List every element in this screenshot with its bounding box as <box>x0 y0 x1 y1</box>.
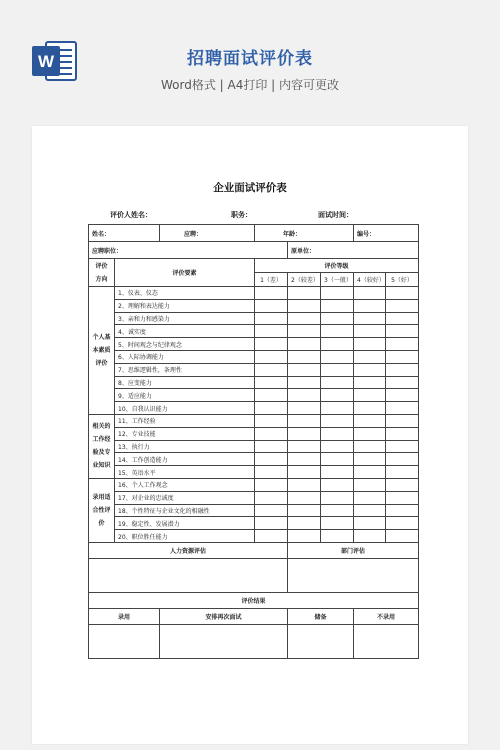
score-cell[interactable] <box>288 325 321 338</box>
name-label: 姓名： <box>89 225 160 242</box>
factor-item: 18、个性特征与企业文化的相融性 <box>115 504 255 517</box>
interview-time-label: 面试时间： <box>318 211 353 219</box>
table-row <box>89 478 419 491</box>
score-cell[interactable] <box>354 453 386 466</box>
level-5: 5（好） <box>386 273 419 287</box>
table-row <box>89 440 419 453</box>
level-3: 3（一般） <box>321 273 354 287</box>
score-cell[interactable] <box>354 402 386 415</box>
page-title: 招聘面试评价表 <box>187 49 313 69</box>
evaluation-form-table <box>88 224 419 659</box>
score-cell[interactable] <box>386 312 419 325</box>
score-cell[interactable] <box>354 440 386 453</box>
score-cell[interactable] <box>255 478 288 491</box>
score-cell[interactable] <box>386 325 419 338</box>
factor-header: 评价要素 <box>115 259 255 287</box>
factor-item: 12、专业技能 <box>115 427 255 440</box>
score-cell[interactable] <box>255 299 288 312</box>
score-cell[interactable] <box>288 517 321 530</box>
score-cell[interactable] <box>386 363 419 376</box>
result-option-reinterview: 安排再次面试 <box>160 608 288 624</box>
score-cell[interactable] <box>255 504 288 517</box>
factor-item: 15、英语水平 <box>115 466 255 479</box>
score-cell[interactable] <box>288 389 321 402</box>
factor-item: 7、思维逻辑性，条理性 <box>115 363 255 376</box>
number-label: 编号： <box>354 225 419 242</box>
factor-item: 3、亲和力和感染力 <box>115 312 255 325</box>
score-cell[interactable] <box>288 287 321 300</box>
score-cell[interactable] <box>321 402 354 415</box>
table-row <box>89 325 419 338</box>
score-cell[interactable] <box>321 376 354 389</box>
factor-item: 5、时间观念与纪律观念 <box>115 338 255 351</box>
score-cell[interactable] <box>321 350 354 363</box>
score-cell[interactable] <box>288 299 321 312</box>
score-cell[interactable] <box>386 287 419 300</box>
score-cell[interactable] <box>255 376 288 389</box>
score-cell[interactable] <box>288 376 321 389</box>
score-cell[interactable] <box>321 287 354 300</box>
table-row <box>89 414 419 427</box>
score-cell[interactable] <box>255 287 288 300</box>
position-label: 职务： <box>231 211 252 219</box>
direction-header: 评价方向 <box>89 259 115 287</box>
factor-item: 11、工作经验 <box>115 414 255 427</box>
group-label: 录用适合性评价 <box>89 478 115 542</box>
result-title-row <box>89 592 419 608</box>
factor-item: 20、职位胜任能力 <box>115 530 255 543</box>
score-cell[interactable] <box>288 338 321 351</box>
score-cell[interactable] <box>386 338 419 351</box>
score-cell[interactable] <box>288 363 321 376</box>
table-row <box>89 402 419 415</box>
score-cell[interactable] <box>288 427 321 440</box>
score-cell[interactable] <box>321 440 354 453</box>
table-row <box>89 376 419 389</box>
score-cell[interactable] <box>321 530 354 543</box>
score-cell[interactable] <box>354 478 386 491</box>
score-cell[interactable] <box>354 491 386 504</box>
score-cell[interactable] <box>386 402 419 415</box>
score-cell[interactable] <box>288 402 321 415</box>
origin-unit-label: 原单位： <box>288 242 419 259</box>
score-cell[interactable] <box>288 350 321 363</box>
result-option-hire: 录用 <box>89 608 160 624</box>
score-cell[interactable] <box>255 363 288 376</box>
result-label: 评价结果 <box>89 592 419 608</box>
score-cell[interactable] <box>255 427 288 440</box>
level-4: 4（较好） <box>354 273 386 287</box>
score-cell[interactable] <box>386 466 419 479</box>
factor-item: 1、仪表、仪态 <box>115 287 255 300</box>
page-header <box>0 0 500 125</box>
score-cell[interactable] <box>321 325 354 338</box>
score-cell[interactable] <box>386 299 419 312</box>
factor-item: 19、稳定性、发展潜力 <box>115 517 255 530</box>
table-row <box>89 491 419 504</box>
level-1: 1（差） <box>255 273 288 287</box>
score-cell[interactable] <box>354 466 386 479</box>
score-cell[interactable] <box>354 517 386 530</box>
score-cell[interactable] <box>255 325 288 338</box>
score-cell[interactable] <box>354 338 386 351</box>
score-cell[interactable] <box>255 312 288 325</box>
score-cell[interactable] <box>255 517 288 530</box>
score-cell[interactable] <box>288 312 321 325</box>
score-cell[interactable] <box>321 414 354 427</box>
table-row <box>89 389 419 402</box>
factor-item: 14、工作创造能力 <box>115 453 255 466</box>
score-cell[interactable] <box>255 389 288 402</box>
age-label: 年龄： <box>255 225 354 242</box>
group-label: 相关的工作经验及专业知识 <box>89 414 115 478</box>
result-field-reinterview[interactable] <box>160 624 288 658</box>
score-cell[interactable] <box>386 440 419 453</box>
score-cell[interactable] <box>288 440 321 453</box>
score-cell[interactable] <box>255 402 288 415</box>
score-cell[interactable] <box>386 504 419 517</box>
score-cell[interactable] <box>321 453 354 466</box>
score-cell[interactable] <box>321 338 354 351</box>
score-cell[interactable] <box>354 389 386 402</box>
table-row <box>89 466 419 479</box>
position-info-row <box>89 242 419 259</box>
score-cell[interactable] <box>288 478 321 491</box>
result-field-reject[interactable] <box>354 624 419 658</box>
score-cell[interactable] <box>354 299 386 312</box>
score-cell[interactable] <box>255 466 288 479</box>
score-cell[interactable] <box>386 376 419 389</box>
evaluation-header-row <box>89 542 419 558</box>
table-row <box>89 530 419 543</box>
factor-item: 6、人际协调能力 <box>115 350 255 363</box>
result-options-row <box>89 608 419 624</box>
table-row <box>89 517 419 530</box>
score-cell[interactable] <box>386 414 419 427</box>
score-cell[interactable] <box>321 478 354 491</box>
score-cell[interactable] <box>255 453 288 466</box>
score-cell[interactable] <box>386 530 419 543</box>
table-row <box>89 427 419 440</box>
score-cell[interactable] <box>255 338 288 351</box>
factor-item: 2、理解和表达能力 <box>115 299 255 312</box>
table-row <box>89 338 419 351</box>
hr-evaluation-label: 人力资源评估 <box>89 542 288 558</box>
factor-item: 10、自我认识能力 <box>115 402 255 415</box>
factor-item: 9、适应能力 <box>115 389 255 402</box>
level-header: 评价等级 <box>255 259 419 273</box>
score-cell[interactable] <box>354 325 386 338</box>
table-row <box>89 453 419 466</box>
score-cell[interactable] <box>288 504 321 517</box>
table-row <box>89 287 419 300</box>
score-cell[interactable] <box>386 389 419 402</box>
result-option-reject: 不录用 <box>354 608 419 624</box>
score-cell[interactable] <box>354 504 386 517</box>
score-cell[interactable] <box>354 350 386 363</box>
score-cell[interactable] <box>354 376 386 389</box>
score-cell[interactable] <box>255 350 288 363</box>
score-cell[interactable] <box>255 440 288 453</box>
result-field-hire[interactable] <box>89 624 160 658</box>
score-cell[interactable] <box>386 350 419 363</box>
score-cell[interactable] <box>255 414 288 427</box>
result-option-reserve: 储备 <box>288 608 354 624</box>
score-cell[interactable] <box>288 530 321 543</box>
score-cell[interactable] <box>386 427 419 440</box>
score-cell[interactable] <box>321 363 354 376</box>
level-2: 2（较差） <box>288 273 321 287</box>
score-cell[interactable] <box>255 530 288 543</box>
factor-item: 13、执行力 <box>115 440 255 453</box>
table-row <box>89 350 419 363</box>
dept-evaluation-field[interactable] <box>288 558 419 592</box>
document-title: 企业面试评价表 <box>213 182 287 194</box>
score-cell[interactable] <box>354 363 386 376</box>
score-cell[interactable] <box>354 427 386 440</box>
applicant-info-row <box>89 225 419 242</box>
factor-item: 4、诚实度 <box>115 325 255 338</box>
result-blank-row <box>89 624 419 658</box>
score-cell[interactable] <box>386 517 419 530</box>
factor-item: 17、对企业的忠诚度 <box>115 491 255 504</box>
score-cell[interactable] <box>321 389 354 402</box>
dept-evaluation-label: 部门评估 <box>288 542 419 558</box>
table-row <box>89 312 419 325</box>
table-row <box>89 299 419 312</box>
document-page <box>32 126 468 744</box>
score-cell[interactable] <box>321 491 354 504</box>
table-row <box>89 363 419 376</box>
applied-label: 应聘： <box>160 225 255 242</box>
factor-item: 16、个人工作观念 <box>115 478 255 491</box>
hr-evaluation-field[interactable] <box>89 558 288 592</box>
score-cell[interactable] <box>288 466 321 479</box>
score-cell[interactable] <box>386 453 419 466</box>
apply-position-label: 应聘职位： <box>89 242 288 259</box>
score-cell[interactable] <box>354 414 386 427</box>
svg-text:W: W <box>37 52 55 71</box>
evaluator-name-label: 评价人姓名： <box>110 211 152 219</box>
score-cell[interactable] <box>321 504 354 517</box>
evaluation-blank-row <box>89 558 419 592</box>
page-subtitle: Word格式 | A4打印 | 内容可更改 <box>160 78 340 92</box>
score-cell[interactable] <box>321 517 354 530</box>
score-cell[interactable] <box>354 530 386 543</box>
group-label: 个人基本素质评价 <box>89 287 115 415</box>
score-cell[interactable] <box>354 312 386 325</box>
result-field-reserve[interactable] <box>288 624 354 658</box>
table-row <box>89 504 419 517</box>
score-cell[interactable] <box>386 491 419 504</box>
table-header-row <box>89 259 419 273</box>
score-cell[interactable] <box>321 427 354 440</box>
score-cell[interactable] <box>288 491 321 504</box>
score-cell[interactable] <box>255 491 288 504</box>
score-cell[interactable] <box>386 478 419 491</box>
score-cell[interactable] <box>321 312 354 325</box>
score-cell[interactable] <box>321 466 354 479</box>
factor-item: 8、应变能力 <box>115 376 255 389</box>
score-cell[interactable] <box>288 414 321 427</box>
score-cell[interactable] <box>321 299 354 312</box>
score-cell[interactable] <box>288 453 321 466</box>
score-cell[interactable] <box>354 287 386 300</box>
